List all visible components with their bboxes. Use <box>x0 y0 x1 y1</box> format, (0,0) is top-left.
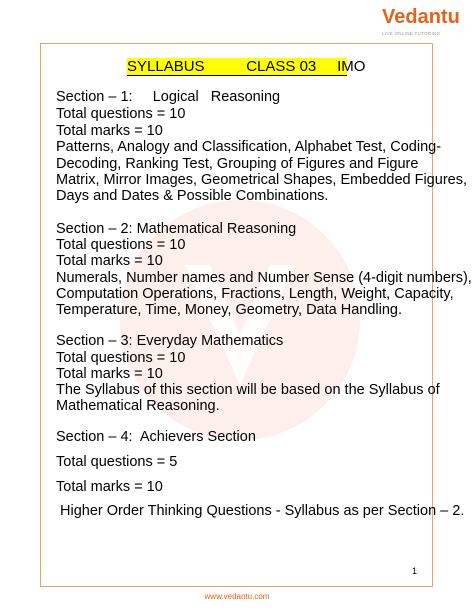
section-4-body-line: Higher Order Thinking Questions - Syllabus as per Section – 2. <box>56 503 465 519</box>
syllabus-header: SYLLABUS CLASS 03 IMO <box>127 58 366 75</box>
section-2-body-line: Numerals, Number names and Number Sense (4-digit numbers), <box>56 270 472 286</box>
section-1-marks: Total marks = 10 <box>56 123 163 139</box>
section-1-body-line: Days and Dates & Possible Combinations. <box>56 188 329 204</box>
section-2-title: Section – 2: Mathematical Reasoning <box>56 221 297 237</box>
vedantu-logo <box>372 6 464 44</box>
section-3-title: Section – 3: Everyday Mathematics <box>56 333 284 349</box>
section-3-body-line: The Syllabus of this section will be based on the Syllabus of <box>56 382 440 398</box>
section-1-body-line: Patterns, Analogy and Classification, Alphabet Test, Coding- <box>56 139 442 155</box>
section-4-marks: Total marks = 10 <box>56 479 163 495</box>
section-4-title: Section – 4: Achievers Section <box>56 429 256 445</box>
section-1-body-line: Matrix, Mirror Images, Geometrical Shapes, Embedded Figures, <box>56 172 467 188</box>
section-4-questions: Total questions = 5 <box>56 454 178 470</box>
page-number: 1 <box>412 566 418 576</box>
section-3-marks: Total marks = 10 <box>56 366 163 382</box>
logo-tagline: LIVE ONLINE TUTORING <box>382 31 441 36</box>
logo-name: Vedantu <box>382 6 460 28</box>
section-2-body-line: Temperature, Time, Money, Geometry, Data Handling. <box>56 302 402 318</box>
section-3-body-line: Mathematical Reasoning. <box>56 398 220 414</box>
section-2-marks: Total marks = 10 <box>56 253 163 269</box>
section-2-questions: Total questions = 10 <box>56 237 186 253</box>
section-1-body-line: Decoding, Ranking Test, Grouping of Figures and Figure <box>56 156 419 172</box>
section-2-body-line: Computation Operations, Fractions, Length, Weight, Capacity, <box>56 286 454 302</box>
section-1-title: Section – 1: Logical Reasoning <box>56 89 281 105</box>
section-1-questions: Total questions = 10 <box>56 106 186 122</box>
section-3-questions: Total questions = 10 <box>56 350 186 366</box>
footer-url[interactable]: www.vedantu.com <box>204 592 270 601</box>
